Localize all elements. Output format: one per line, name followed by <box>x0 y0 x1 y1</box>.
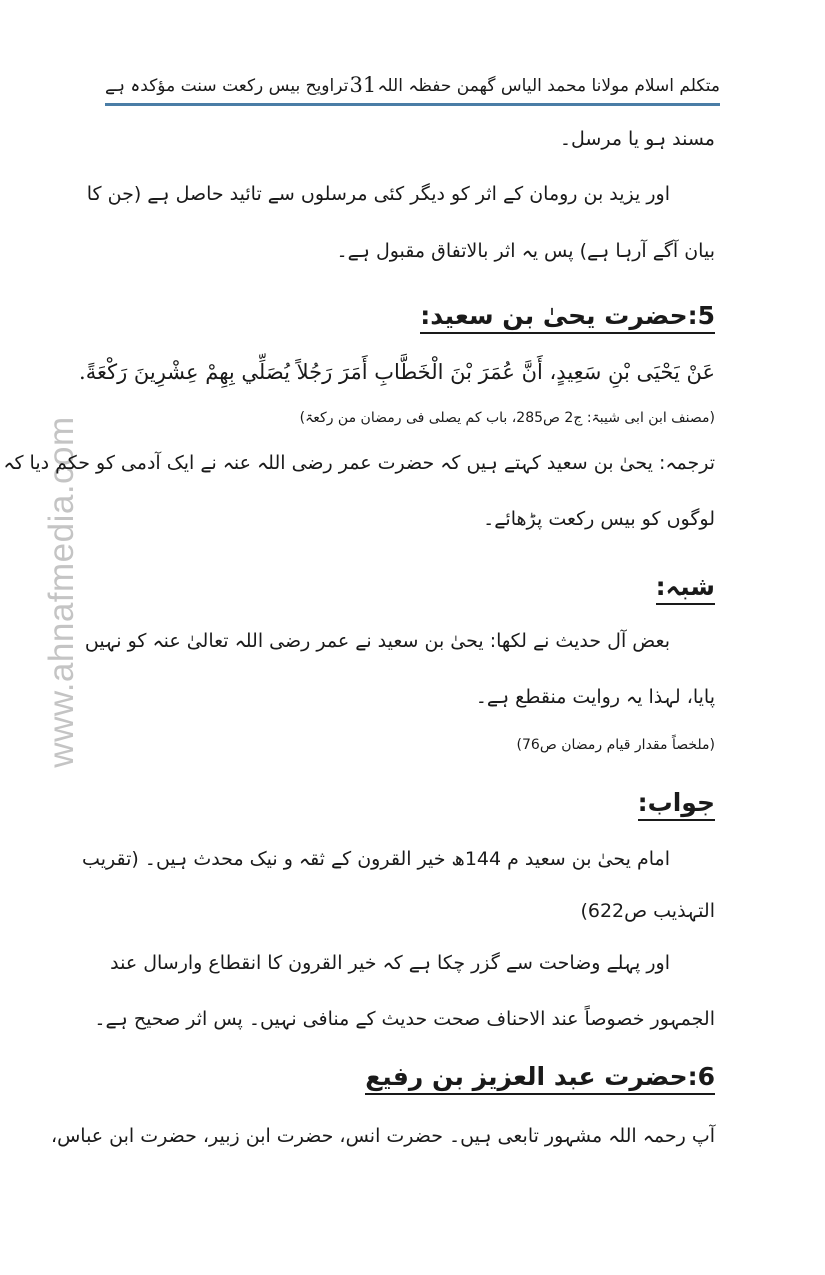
header-author: متکلم اسلام مولانا محمد الیاس گھمن حفظہ اللہ <box>377 75 720 96</box>
reference-1: (مصنف ابن ابی شیبۃ: ج2 ص285، باب کم یصلی فی رمضان من رکعۃ) <box>299 410 715 426</box>
heading-6-label: 6:حضرت عبد العزیز بن رفیع <box>365 1062 715 1095</box>
answer-line-3: اور پہلے وضاحت سے گزر چکا ہے کہ خیر القرون کا انقطاع وارسال عند <box>110 952 670 974</box>
doubt-heading <box>656 572 715 605</box>
doubt-heading-label: شبہ: <box>656 572 715 605</box>
translation-line-1: ترجمہ: یحیٰ بن سعید کہتے ہیں کہ حضرت عمر رضی اللہ عنہ نے ایک آدمی کو حکم دیا کہ <box>3 452 715 474</box>
doubt-line-1: بعض آل حدیث نے لکھا: یحیٰ بن سعید نے عمر رضی اللہ تعالیٰ عنہ کو نہیں <box>84 630 670 652</box>
page-number: 31 <box>349 73 377 97</box>
doubt-line-2: پایا، لہذا یہ روایت منقطع ہے۔ <box>475 686 715 708</box>
heading-5-label: 5:حضرت یحیٰ بن سعید: <box>420 301 715 334</box>
header-rule <box>105 103 720 106</box>
page-header <box>105 70 720 100</box>
text-line-1: مسند ہو یا مرسل۔ <box>559 128 715 150</box>
answer-heading-label: جواب: <box>638 788 715 821</box>
text-line-3: بیان آگے آرہا ہے) پس یہ اثر بالاتفاق مقبول ہے۔ <box>336 240 715 262</box>
section-heading-6 <box>365 1062 715 1095</box>
reference-2: (ملخصاً مقدار قیام رمضان ص76) <box>516 737 715 753</box>
watermark-text: www.ahnafmedia.com <box>42 416 81 768</box>
answer-heading <box>638 788 715 821</box>
header-book-title: تراویح بیس رکعت سنت مؤکدہ ہے <box>105 75 349 96</box>
answer-line-2: التہذیب ص622) <box>580 900 715 922</box>
section-heading-5 <box>420 301 715 334</box>
translation-line-2: لوگوں کو بیس رکعت پڑھائے۔ <box>483 508 715 530</box>
answer-line-1: امام یحیٰ بن سعید م 144ھ خیر القرون کے ثقہ و نیک محدث ہیں۔ (تقریب <box>82 848 670 870</box>
text-line-2: اور یزید بن رومان کے اثر کو دیگر کئی مرسلوں سے تائید حاصل ہے (جن کا <box>86 183 670 205</box>
arabic-hadith: عَنْ يَحْيَى بْنِ سَعِيدٍ، أَنَّ عُمَرَ بْنَ الْخَطَّابِ أَمَرَ رَجُلاً يُصَلِّي بِهِمْ عِشْرِينَ رَكْعَةً. <box>79 360 715 384</box>
text-line-last: آپ رحمہ اللہ مشہور تابعی ہیں۔ حضرت انس، حضرت ابن زبیر، حضرت ابن عباس، <box>50 1125 715 1147</box>
answer-line-4: الجمہور خصوصاً عند الاحناف صحت حدیث کے منافی نہیں۔ پس اثر صحیح ہے۔ <box>94 1008 715 1030</box>
